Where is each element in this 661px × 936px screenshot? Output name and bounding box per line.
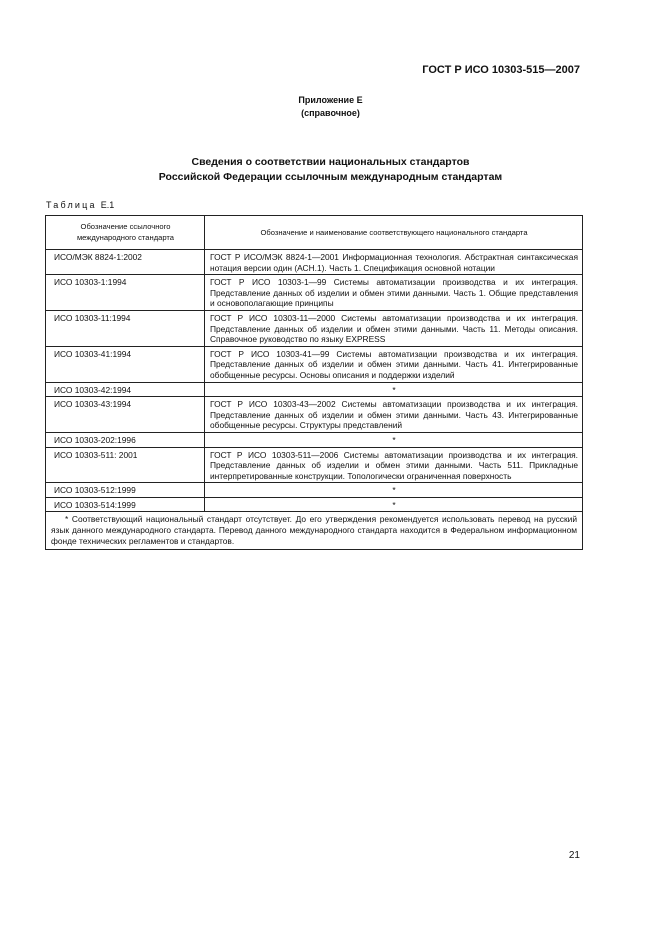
international-standard-code: ИСО/МЭК 8824-1:2002 <box>46 250 205 275</box>
table-row <box>46 483 583 498</box>
table-row <box>46 497 583 512</box>
national-standard-description: ГОСТ Р ИСО 10303-11—2000 Системы автоматизации производства и их интеграция. Представление данных об изделии и обмен этими данными. Часть 11. Методы описания. Справочное руководство по языку EXPRESS <box>205 310 583 346</box>
table-row <box>46 310 583 346</box>
international-standard-code: ИСО 10303-202:1996 <box>46 432 205 447</box>
international-standard-code: ИСО 10303-42:1994 <box>46 382 205 397</box>
table-header-row <box>46 216 583 250</box>
international-standard-code: ИСО 10303-514:1999 <box>46 497 205 512</box>
table-footnote <box>46 512 583 550</box>
table-caption <box>46 200 114 210</box>
national-standard-description: ГОСТ Р ИСО/МЭК 8824-1—2001 Информационная технология. Абстрактная синтаксическая нотация версии один (АСН.1). Часть 1. Спецификация основной нотации <box>205 250 583 275</box>
appendix-subtitle: (справочное) <box>301 108 360 118</box>
international-standard-code: ИСО 10303-1:1994 <box>46 275 205 311</box>
table-caption-number: Е.1 <box>100 200 115 210</box>
international-standard-code: ИСО 10303-512:1999 <box>46 483 205 498</box>
no-national-standard-mark: * <box>205 497 583 512</box>
appendix-title: Приложение Е <box>298 95 363 105</box>
table-row <box>46 382 583 397</box>
table-row <box>46 397 583 433</box>
table-row <box>46 346 583 382</box>
table-row <box>46 275 583 311</box>
table-caption-label: Таблица <box>46 200 97 210</box>
page-number: 21 <box>568 850 580 861</box>
international-standard-code: ИСО 10303-41:1994 <box>46 346 205 382</box>
appendix-heading <box>0 94 661 120</box>
document-code: ГОСТ Р ИСО 10303-515—2007 <box>422 64 580 76</box>
correspondence-table <box>45 215 583 550</box>
international-standard-code: ИСО 10303-511: 2001 <box>46 447 205 483</box>
no-national-standard-mark: * <box>205 483 583 498</box>
national-standard-description: ГОСТ Р ИСО 10303-1—99 Системы автоматизации производства и их интеграция. Представление данных об изделии и обмен этими данными. Часть 1. Общие представления и основополагающие принципы <box>205 275 583 311</box>
national-standard-description: ГОСТ Р ИСО 10303-511—2006 Системы автоматизации производства и их интеграция. Представление данных об изделии и обмен этими данными. Часть 511. Прикладные интерпретированные конструкции. Топологически ограниченная поверхность <box>205 447 583 483</box>
international-standard-code: ИСО 10303-11:1994 <box>46 310 205 346</box>
international-standard-code: ИСО 10303-43:1994 <box>46 397 205 433</box>
section-title-line-1: Сведения о соответствии национальных стандартов <box>191 156 470 168</box>
table-row <box>46 250 583 275</box>
table-footnote-row <box>46 512 583 550</box>
table-row <box>46 432 583 447</box>
section-title <box>0 155 661 185</box>
no-national-standard-mark: * <box>205 382 583 397</box>
section-title-line-2: Российской Федерации ссылочным международным стандартам <box>158 171 503 183</box>
table-row <box>46 447 583 483</box>
national-standard-description: ГОСТ Р ИСО 10303-41—99 Системы автоматизации производства и их интеграция. Представление данных об изделии и обмен этими данными. Часть 41. Интегрированные обобщенные ресурсы. Основы описания и поддержки изделий <box>205 346 583 382</box>
column-header-international: Обозначение ссылочного международного стандарта <box>46 216 205 250</box>
no-national-standard-mark: * <box>205 432 583 447</box>
national-standard-description: ГОСТ Р ИСО 10303-43—2002 Системы автоматизации производства и их интеграция. Представление данных об изделии и обмен этими данными. Часть 43. Интегрированные обобщенные ресурсы. Структуры представлений <box>205 397 583 433</box>
column-header-national: Обозначение и наименование соответствующего национального стандарта <box>205 216 583 250</box>
footnote-text: * Соответствующий национальный стандарт отсутствует. До его утверждения рекомендуется использовать перевод на русский язык данного международного стандарта. Перевод данного международного стандарта находится в Федеральном информационном фонде технических регламентов и стандартов. <box>51 514 577 546</box>
